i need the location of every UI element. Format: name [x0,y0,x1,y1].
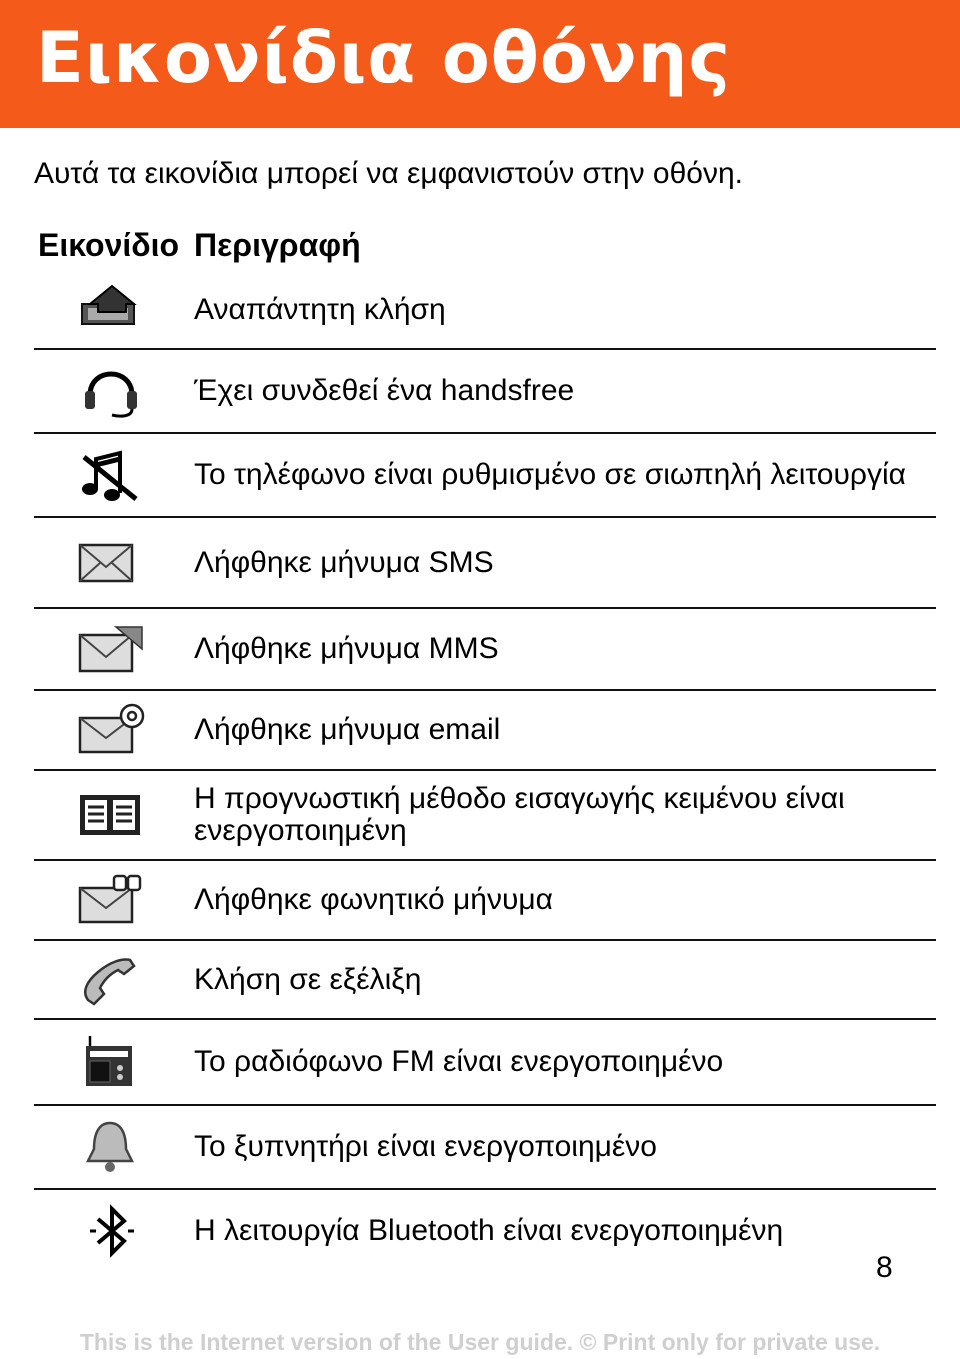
row-description: Λήφθηκε μήνυμα SMS [194,545,494,579]
table-row [34,272,936,350]
row-description: Έχει συνδεθεί ένα handsfree [194,374,575,407]
row-description: Λήφθηκε φωνητικό μήνυμα [194,883,553,916]
row-description: Το ραδιόφωνο FM είναι ενεργοποιημένο [194,1045,724,1078]
table-row [34,350,936,434]
predictive-text-icon [76,787,146,843]
table-row [34,691,936,771]
sms-envelope-icon [76,535,146,591]
row-description: Η λειτουργία Bluetooth είναι ενεργοποιημένη [194,1214,784,1247]
mms-envelope-icon [76,621,146,677]
table-row [34,941,936,1020]
row-description: Λήφθηκε μήνυμα MMS [194,632,499,665]
fm-radio-icon [76,1034,146,1090]
table-row [34,1190,936,1272]
description-column-header: Περιγραφή [194,227,361,263]
table-row [34,434,936,518]
icon-table [34,272,936,1272]
bluetooth-icon [76,1203,146,1259]
row-description: Λήφθηκε μήνυμα email [194,713,501,746]
call-in-progress-icon [76,952,146,1008]
page-title: Εικονίδια οθόνης [36,17,731,99]
icon-column-header: Εικονίδιο [38,227,180,263]
page-number: 8 [876,1251,893,1284]
voicemail-envelope-icon [76,872,146,928]
alarm-bell-icon [76,1119,146,1175]
title-banner [0,0,960,128]
table-row [34,1020,936,1106]
row-description: Η προγνωστική μέθοδο εισαγωγής κειμένου είναι ενεργοποιημένη [194,782,845,847]
row-description: Κλήση σε εξέλιξη [194,962,422,996]
silent-mode-icon [76,447,146,503]
table-row [34,518,936,609]
headset-icon [76,363,146,419]
table-row [34,1106,936,1190]
table-row [34,861,936,941]
table-row [34,609,936,691]
intro-text: Αυτά τα εικονίδια μπορεί να εμφανιστούν στην οθόνη. [34,157,743,190]
row-description: Το ξυπνητήρι είναι ενεργοποιημένο [194,1130,657,1163]
row-description: Αναπάντητη κλήση [194,293,446,326]
missed-call-icon [76,282,146,338]
row-description: Το τηλέφωνο είναι ρυθμισμένο σε σιωπηλή λειτουργία [194,458,906,491]
email-envelope-icon [76,702,146,758]
table-row [34,771,936,861]
footer-notice: This is the Internet version of the User guide. © Print only for private use. [79,1329,881,1355]
